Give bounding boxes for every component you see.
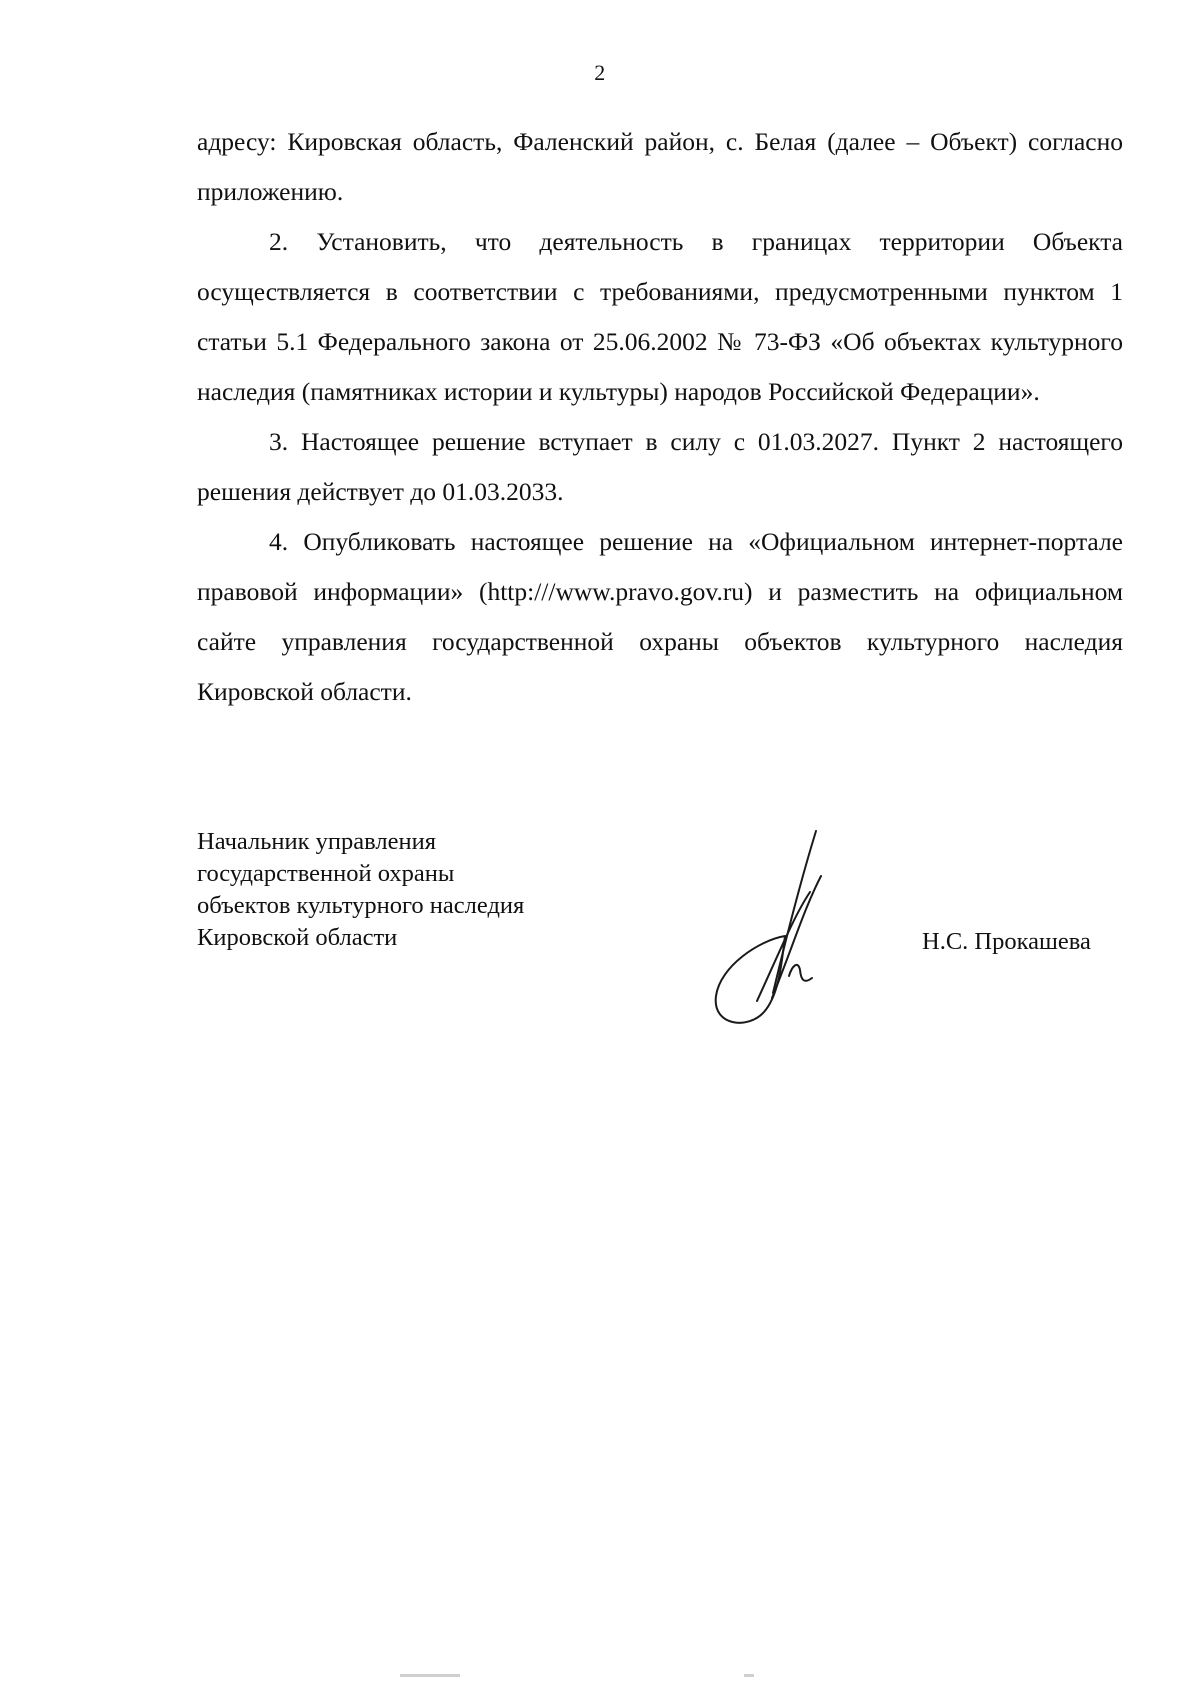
scan-edge-mark	[400, 1674, 460, 1677]
document-body	[197, 117, 1123, 717]
position-line: государственной охраны	[197, 860, 455, 887]
position-line: Кировской области	[197, 924, 398, 951]
handwritten-signature	[700, 826, 900, 1026]
signatory-position	[197, 826, 524, 954]
signer-name: Н.С. Прокашева	[922, 928, 1091, 955]
scan-edge-mark	[744, 1674, 754, 1677]
paragraph-item-4: 4. Опубликовать настоящее решение на «Официальном интернет-портале правовой информации» (http:///www.pravo.gov.ru) и разместить на официальном сайте управления государственной охраны объектов культурного наследия Кировской области.	[197, 527, 1123, 706]
paragraph-item-3: 3. Настоящее решение вступает в силу с 01.03.2027. Пункт 2 настоящего решения действует до 01.03.2033.	[197, 427, 1123, 506]
paragraph-item-2: 2. Установить, что деятельность в границах территории Объекта осуществляется в соответствии с требованиями, предусмотренными пунктом 1 статьи 5.1 Федерального закона от 25.06.2002 № 73-ФЗ «Об объектах культурного наследия (памятниках истории и культуры) народов Российской Федерации».	[197, 227, 1123, 406]
position-line: Начальник управления	[197, 828, 436, 855]
paragraph-address: адресу: Кировская область, Фаленский район, с. Белая (далее – Объект) согласно приложению.	[197, 127, 1123, 206]
page-number: 2	[594, 60, 606, 85]
position-line: объектов культурного наследия	[197, 892, 525, 919]
